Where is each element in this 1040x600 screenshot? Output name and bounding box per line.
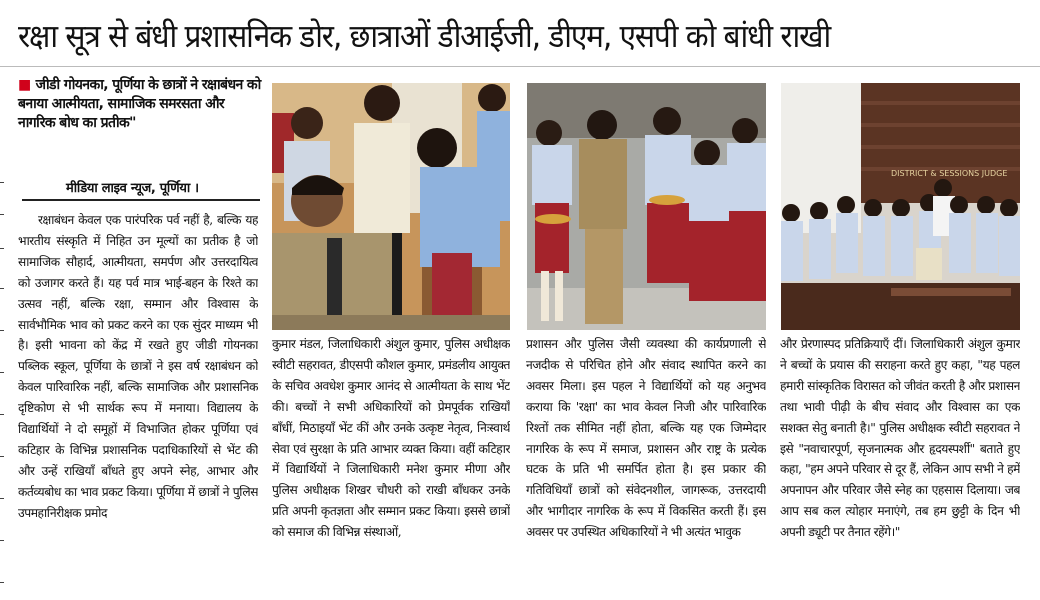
column-2: कुमार मंडल, जिलाधिकारी अंशुल कुमार, पुलिस अधीक्षक स्वीटी सहरावत, डीएसपी कौशल कुमार, प्रमंडलीय आयुक्त के सचिव अवधेश कुमार आनंद से आत्मीयता के साथ भेंट की। बच्चों ने सभी अधिकारियों को प्रेमपूर्वक राखियाँ बाँधीं, मिठाइयाँ भेंट कीं और उनके उत्कृष्ट नेतृत्व, निःस्वार्थ सेवा एवं सुरक्षा के प्रति आभार व्यक्त किया। वहीं कटिहार में विद्यार्थियों ने जिलाधिकारी मनेश कुमार मीणा और पुलिस अधीक्षक शिखर चौधरी को राखी बाँधकर उनके प्रति अपनी कृतज्ञता और सम्मान प्रकट किया। इससे छात्रों को समाज की विभिन्न संस्थाओं, bbox=[272, 337, 510, 540]
photo-students-at-district-judge-office bbox=[781, 83, 1020, 330]
column-3: प्रशासन और पुलिस जैसी व्यवस्था की कार्यप्रणाली से नजदीक से परिचित होने और संवाद स्थापित करने का अवसर मिला। इस पहल ने विद्यार्थियों को यह अनुभव कराया कि 'रक्षा' का भाव केवल निजी और पारिवारिक रिश्तों तक सीमित नहीं होता, बल्कि यह एक जिम्मेदार नागरिक के रूप में समाज, प्रशासन और राष्ट्र के प्रत्येक घटक के प्रति भी समर्पित होता है। इस प्रकार की गतिविधियाँ छात्रों को संवेदनशील, जागरूक, उत्तरदायी और भागीदार नागरिक के रूप में विकसित करती हैं। इस अवसर पर उपस्थित अधिकारियों ने भी अत्यंत भावुक bbox=[526, 337, 766, 540]
byline-rule bbox=[22, 199, 260, 201]
byline: मीडिया लाइव न्यूज, पूर्णिया । bbox=[66, 181, 199, 196]
office-sign-text: DISTRICT & SESSIONS JUDGE bbox=[891, 169, 1008, 178]
column-4: और प्रेरणास्पद प्रतिक्रियाएँ दीं। जिलाधिकारी अंशुल कुमार ने बच्चों के प्रयास की सराहना करते हुए कहा, "यह पहल हमारी सांस्कृतिक विरासत को जीवंत करती है और प्रशासन तथा भावी पीढ़ी के बीच संवाद और विश्वास का एक सशक्त सेतु बनाती है।" पुलिस अधीक्षक स्वीटी सहरावत ने इसे "नवाचारपूर्ण, सृजनात्मक और हृदयस्पर्शी" बताते हुए कहा, "हम अपने परिवार से दूर हैं, लेकिन आप सभी ने हमें अपनापन और परिवार जैसे स्नेह का एहसास दिलाया। जब आप सब कल त्योहार मनाएंगे, तब हम छुट्टी के दिन भी अपनी ड्यूटी पर तैनात रहेंगे।" bbox=[780, 337, 1020, 540]
headline: रक्षा सूत्र से बंधी प्रशासनिक डोर, छात्राओं डीआईजी, डीएम, एसपी को बांधी राखी bbox=[18, 17, 831, 55]
kicker bbox=[18, 76, 264, 133]
photo-students-tying-rakhi-to-officer bbox=[272, 83, 510, 330]
column-1: रक्षाबंधन केवल एक पारंपरिक पर्व नहीं है, बल्कि यह भारतीय संस्कृति में निहित उन मूल्यों का प्रतीक है जो सामाजिक सौहार्द, आत्मीयता, समर्पण और उत्तरदायित्व को उजागर करते हैं। यह पर्व मात्र भाई-बहन के रिश्ते का उत्सव नहीं, बल्कि रक्षा, सम्मान और विश्वास के सार्वभौमिक भाव को प्रकट करने का एक सुंदर माध्यम भी है। इसी भावना को केंद्र में रखते हुए जीडी गोयनका पब्लिक स्कूल, पूर्णिया के छात्रों ने इस वर्ष रक्षाबंधन को केवल पारिवारिक नहीं, बल्कि सामाजिक और प्रशासनिक दृष्टिकोण से भी सार्थक रूप में मनाया। विद्यालय के विद्यार्थियों ने दो समूहों में विभाजित होकर पूर्णिया एवं कटिहार के विभिन्न प्रशासनिक पदाधिकारियों से भेंट की और उन्हें राखियाँ बाँधते हुए अपने स्नेह, आभार और कर्तव्यबोध का भाव प्रकट किया। पूर्णिया में छात्रों ने पुलिस उपमहानिरीक्षक प्रमोद bbox=[18, 213, 258, 520]
headline-rule bbox=[0, 66, 1040, 67]
photo-students-with-police-officer bbox=[527, 83, 766, 330]
bullet-square-icon: ■ bbox=[18, 77, 31, 93]
kicker-text: जीडी गोयनका, पूर्णिया के छात्रों ने रक्षाबंधन को बनाया आत्मीयता, सामाजिक समरसता और नागरिक बोध का प्रतीक" bbox=[18, 77, 261, 131]
